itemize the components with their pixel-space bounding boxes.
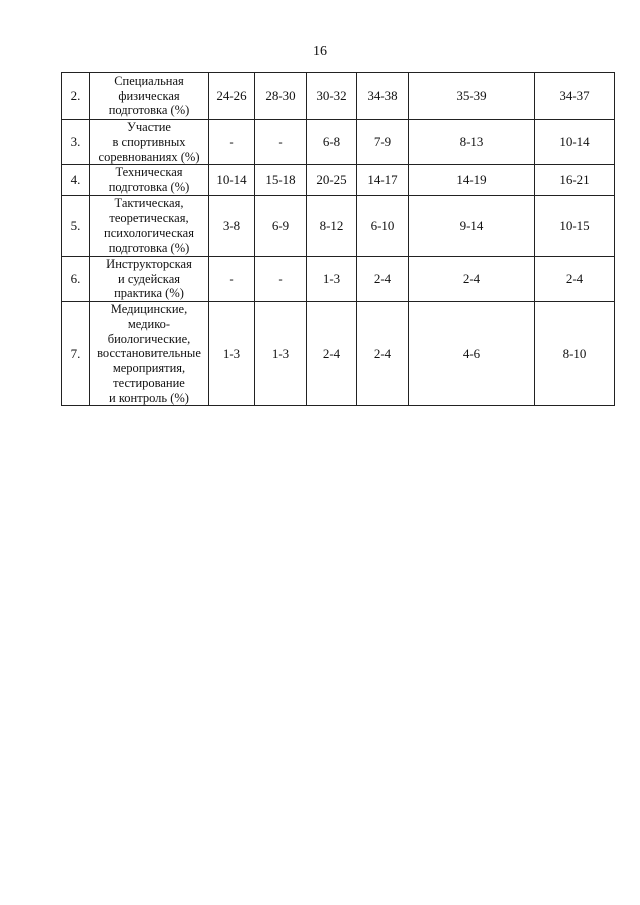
table-row <box>62 256 615 301</box>
row-label-line: Специальная <box>114 73 184 88</box>
row-label-line: в спортивных <box>112 134 186 149</box>
row-number: 4. <box>62 165 90 196</box>
value-cell: 35-39 <box>409 73 535 120</box>
value-cell: - <box>255 256 307 301</box>
row-label-line: физическая <box>118 88 180 103</box>
training-plan-table <box>61 72 615 406</box>
value-cell: 30-32 <box>307 73 357 120</box>
row-label-line: практика (%) <box>114 286 184 301</box>
value-cell: 10-14 <box>535 120 615 165</box>
row-label <box>90 195 209 256</box>
row-label-line: Тактическая, <box>114 196 184 211</box>
table-row <box>62 73 615 120</box>
row-label-line: психологическая <box>104 225 194 240</box>
row-label-line: тестирование <box>113 375 185 390</box>
value-cell: 4-6 <box>409 302 535 406</box>
row-number: 5. <box>62 195 90 256</box>
value-cell: 28-30 <box>255 73 307 120</box>
row-number: 7. <box>62 302 90 406</box>
value-cell: 34-37 <box>535 73 615 120</box>
value-cell: 7-9 <box>357 120 409 165</box>
row-number: 6. <box>62 256 90 301</box>
value-cell: 14-19 <box>409 165 535 196</box>
table-row <box>62 195 615 256</box>
row-label-line: подготовка (%) <box>108 180 190 194</box>
value-cell: - <box>209 256 255 301</box>
value-cell: 15-18 <box>255 165 307 196</box>
page-number: 16 <box>313 44 327 59</box>
value-cell: 3-8 <box>209 195 255 256</box>
row-label-line: подготовка (%) <box>108 103 190 118</box>
table-row <box>62 165 615 196</box>
value-cell: 6-9 <box>255 195 307 256</box>
value-cell: 10-14 <box>209 165 255 196</box>
row-label-line: и судейская <box>118 271 180 286</box>
row-label <box>90 120 209 165</box>
value-cell: 8-12 <box>307 195 357 256</box>
value-cell: 34-38 <box>357 73 409 120</box>
row-label-line: восстановительные <box>97 346 201 361</box>
row-number: 3. <box>62 120 90 165</box>
row-label-line: биологические, <box>107 331 191 346</box>
value-cell: - <box>255 120 307 165</box>
row-label <box>90 302 209 406</box>
value-cell: 1-3 <box>255 302 307 406</box>
row-label-line: соревнованиях (%) <box>98 149 200 164</box>
row-label-line: теоретическая, <box>109 211 189 225</box>
row-label-line: подготовка (%) <box>108 240 190 255</box>
value-cell: 8-13 <box>409 120 535 165</box>
row-label <box>90 165 209 196</box>
row-label-line: и контроль (%) <box>109 390 189 405</box>
row-label <box>90 73 209 120</box>
value-cell: - <box>209 120 255 165</box>
table-row <box>62 302 615 406</box>
row-label-line: Инструкторская <box>106 256 192 271</box>
row-number: 2. <box>62 73 90 120</box>
value-cell: 1-3 <box>307 256 357 301</box>
value-cell: 10-15 <box>535 195 615 256</box>
value-cell: 2-4 <box>307 302 357 406</box>
value-cell: 2-4 <box>409 256 535 301</box>
value-cell: 24-26 <box>209 73 255 120</box>
row-label <box>90 256 209 301</box>
value-cell: 16-21 <box>535 165 615 196</box>
value-cell: 20-25 <box>307 165 357 196</box>
value-cell: 9-14 <box>409 195 535 256</box>
value-cell: 14-17 <box>357 165 409 196</box>
value-cell: 8-10 <box>535 302 615 406</box>
row-label-line: Медицинские, <box>110 302 188 316</box>
row-label-line: Участие <box>127 120 171 134</box>
value-cell: 1-3 <box>209 302 255 406</box>
row-label-line: медико- <box>127 316 171 331</box>
table-row <box>62 120 615 165</box>
value-cell: 2-4 <box>357 256 409 301</box>
value-cell: 2-4 <box>535 256 615 301</box>
value-cell: 2-4 <box>357 302 409 406</box>
row-label-line: Техническая <box>115 165 183 180</box>
value-cell: 6-8 <box>307 120 357 165</box>
row-label-line: мероприятия, <box>112 361 186 375</box>
value-cell: 6-10 <box>357 195 409 256</box>
